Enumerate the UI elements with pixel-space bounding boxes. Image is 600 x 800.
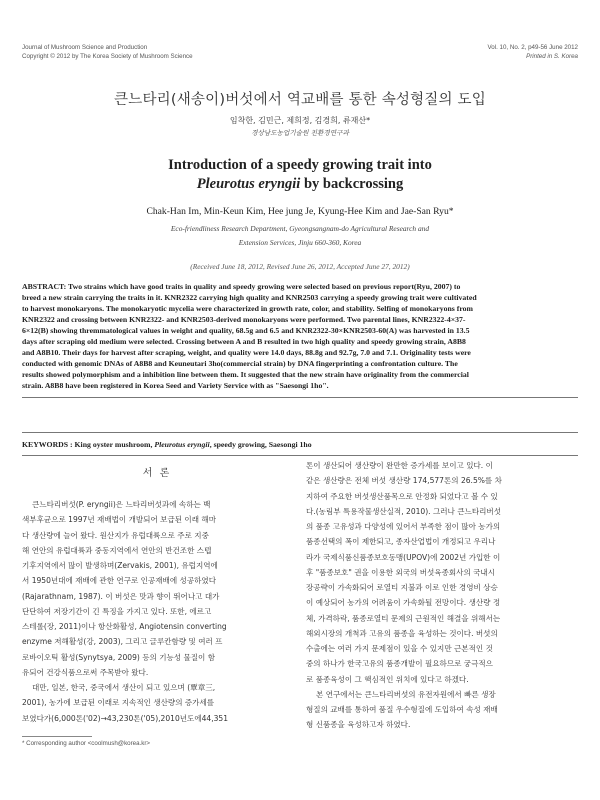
corresponding-author-footnote: * Corresponding author <coolmush@korea.kr> — [22, 740, 151, 747]
body-line: 체, 가격하락, 품종로열티 문제의 근원적인 해결을 위해서는 — [306, 613, 501, 623]
printed-in: Printed in S. Korea — [526, 53, 578, 60]
english-affiliation — [0, 222, 600, 250]
abstract — [22, 281, 578, 391]
abstract-line: and A8B10. Their days for harvest after scraping, weight, and quality were 14.0 days, 88.8g and 92.7g, 7.0 and 7.1. Originality tests were — [22, 348, 471, 358]
body-column-left — [22, 497, 296, 726]
body-line: 다.(농림부 특용작물생산실적, 2010). 그러나 큰느타리버섯 — [306, 506, 501, 516]
body-line: 기후지역에서 많이 발생하며(Zervakis, 2001), 유럽지역에 — [22, 561, 218, 570]
body-line: 해 연안의 유럽대륙과 중동지역에서 연안의 반건조한 스텝 — [22, 545, 212, 555]
affiliation-line2: Extension Services, Jinju 660-360, Korea — [238, 238, 362, 247]
abstract-line: KNR2322 and crossing between KNR2322- and KNR2503-derived monokaryons were performed. Two parental lines, KNR2322-4×37- — [22, 315, 466, 325]
english-title-line1: Introduction of a speedy growing trait into — [168, 157, 432, 173]
body-line: 본 연구에서는 큰느타리버섯의 유전자원에서 빠른 생장 — [316, 689, 496, 699]
keywords — [22, 440, 312, 449]
body-line: (Rajarathnam, 1987). 이 버섯은 맛과 향이 뛰어나고 대가 — [22, 591, 220, 601]
affiliation-line1: Eco-friendliness Research Department, Gyeongsangnam-do Agricultural Research and — [170, 224, 430, 233]
divider-rule — [22, 455, 578, 456]
abstract-line: results showed polymorphism and a inhibition line between them. It suggested that the new strain have originality from the commercial — [22, 370, 469, 380]
keywords-rest: , speedy growing, Saesongi 1ho — [209, 440, 312, 449]
body-line: 서 1950년대에 재배에 관한 연구로 인공재배에 성공하였다 — [22, 576, 216, 586]
journal-header-right — [488, 43, 578, 61]
body-line: 톤이 생산되어 생산량이 완만한 증가세를 보이고 있다. 이 — [306, 461, 493, 470]
body-line: 형질의 교배를 통하여 품질 우수형질에 도입하여 속성 재배 — [306, 705, 498, 714]
body-line: 중의 하나가 한국고유의 품종개발이 필요하므로 궁극적으 — [306, 659, 493, 669]
english-title — [0, 156, 600, 194]
keywords-species: Pleurotus eryngii — [154, 440, 210, 449]
abstract-line: breed a new strain carrying the traits in it. KNR2322 carrying high quality and KNR2503 carrying a speedy growing trait were cultivated — [22, 293, 477, 303]
copyright-line: Copyright © 2012 by The Korea Society of Mushroom Science — [22, 53, 193, 60]
english-authors: Chak-Han Im, Min-Keun Kim, Hee jung Je, Kyung-Hee Kim and Jae-San Ryu* — [146, 206, 454, 217]
keywords-label: KEYWORDS : King oyster mushroom, — [22, 440, 155, 449]
body-line: 해외시장의 개척과 고유의 품종을 육성하는 것이다. 버섯의 — [306, 628, 498, 638]
body-line: 라가 국제식품신품종보호동맹(UPOV)에 2002년 가입한 이 — [306, 552, 501, 562]
body-line: 형 신품종을 육성하고자 하였다. — [306, 720, 411, 730]
abstract-line: ABSTRACT: Two strains which have good traits in quality and speedy growing were selected based on previous report(Ryu, 2007) to — [22, 282, 461, 291]
body-column-right — [306, 458, 578, 733]
title-species: Pleurotus eryngii — [196, 176, 301, 192]
body-line: 스테롤(장, 2011)이나 항산화활성, Angiotensin converting — [22, 622, 227, 631]
korean-title: 큰느타리(새송이)버섯에서 역교배를 통한 속성형질의 도입 — [114, 92, 486, 108]
footnote-rule — [22, 736, 92, 737]
section-title-introduction: 서 론 — [142, 468, 172, 479]
body-line: 색부후균으로 1997년 재배법이 개발되어 보급된 이래 해마 — [22, 515, 216, 525]
divider-rule — [22, 432, 578, 433]
body-line: 같은 생산량은 전체 버섯 생산량 174,577톤의 26.5%를 차 — [306, 476, 502, 486]
journal-header-left — [22, 43, 193, 61]
body-line: 후 "품종보호" 권을 이용한 외국의 버섯육종회사의 국내시 — [306, 567, 496, 577]
body-line: 로 품종육성이 그 핵심적인 위치에 있다고 하겠다. — [306, 674, 469, 684]
korean-affiliation: 경상남도농업기술원 친환경연구과 — [251, 129, 349, 137]
body-line: 다 생산량에 늘어 왔다. 원산지가 유럽대륙으로 주로 지중 — [22, 530, 209, 540]
received-dates: (Received June 18, 2012, Revised June 26, 2012, Accepted June 27, 2012) — [190, 262, 410, 271]
abstract-line: strain. A8B8 have been registered in Korea Seed and Variety Service with as "Saesongi 1ho". — [22, 381, 329, 391]
divider-rule — [22, 397, 578, 398]
body-line: 단단하여 저장기간이 긴 특징을 가지고 있다. 또한, 에르고 — [22, 606, 212, 616]
body-line: 유되어 건강식품으로써 주목받아 왔다. — [22, 667, 149, 677]
english-title-line2 — [0, 175, 600, 194]
body-line: 큰느타리버섯(P. eryngii)은 느타리버섯과에 속하는 백 — [32, 500, 211, 509]
volume-info: Vol. 10, No. 2, p49-56 June 2012 — [487, 44, 578, 51]
body-line: 보였다가(6,000톤('02)→43,230톤('05),2010년도에44,351 — [22, 713, 229, 723]
body-line: 장공략이 가속화되어 로열티 지불과 이로 인한 경영비 상승 — [306, 583, 498, 592]
abstract-line: days after scraping old medium were selected. Crossing between A and B resulted in two high quality and speedy growing strain, A8B8 — [22, 337, 466, 347]
body-line: 품종선택의 폭이 제한되고, 종자산업법이 개정되고 우리나 — [306, 537, 496, 547]
body-line: 대만, 일본, 한국, 중국에서 생산이 되고 있으며 (覃章三, — [32, 683, 216, 692]
body-line: 로바이오틱 활성(Synytsya, 2009) 등의 기능성 물질이 함 — [22, 652, 216, 662]
body-line: 지하여 주요한 버섯생산품목으로 안정화 되었다고 볼 수 있 — [306, 491, 498, 501]
body-line: 의 품종 고유성과 다양성에 있어서 부족한 점이 많아 농가의 — [306, 522, 501, 531]
body-line: 2001), 농가에 보급된 이래로 지속적인 생산량의 증가세를 — [22, 698, 215, 708]
korean-authors: 임착한, 김민근, 제희정, 김경희, 류재산* — [229, 116, 371, 125]
abstract-line: 6×12(B) showing thremmatological values in weight and quality, 68.5g and 6.5 and KNR2322-30×KNR2503-60(A) was harvested in 13.5 — [22, 326, 470, 336]
body-line: enzyme 저해활성(강, 2003), 그리고 글루칸함량 및 여러 프 — [22, 637, 223, 647]
journal-name: Journal of Mushroom Science and Production — [22, 44, 148, 51]
abstract-line: conducted with genomic DNAs of A8B8 and Keuneutari 3ho(commercial strain) by DNA fingerprinting a confrontation culture. The — [22, 359, 458, 369]
body-line: 수출에는 여러 가지 문제점이 있을 수 있지만 근본적인 것 — [306, 644, 493, 653]
title-rest: by backcrossing — [300, 176, 404, 192]
abstract-line: to harvest monokaryons. The monokaryotic mycelia were characterized in growth rate, color, and stability. Selfing of monokaryons from — [22, 304, 473, 314]
body-line: 이 예상되어 농가의 어려움이 가속화될 전망이다. 생산량 정 — [306, 598, 501, 608]
